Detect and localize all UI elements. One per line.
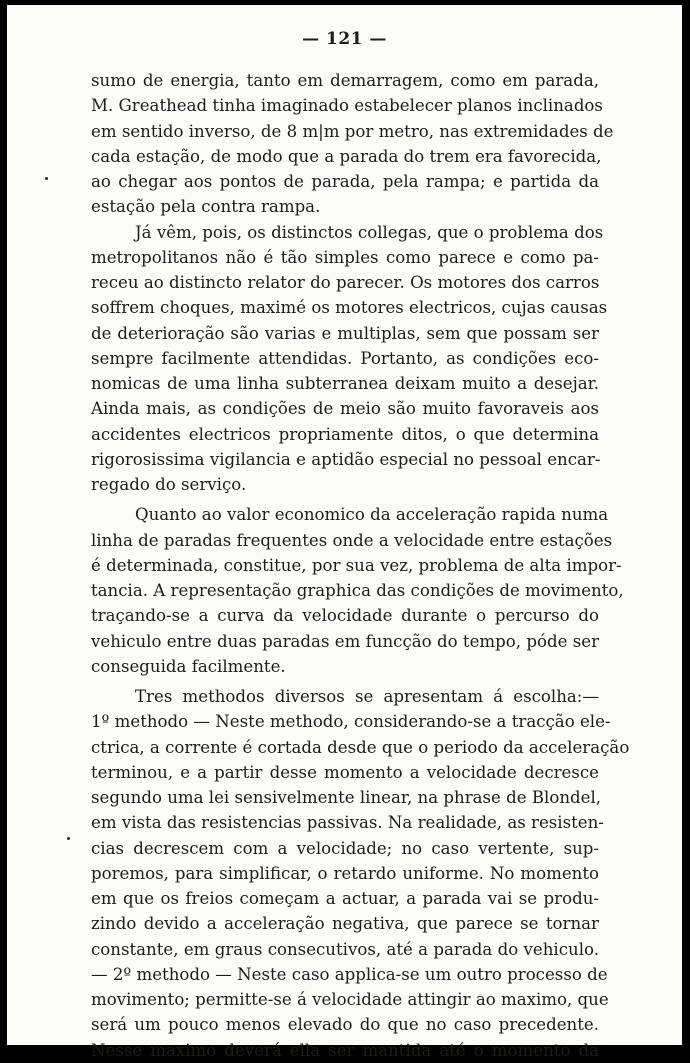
text-line: vehiculo entre duas paradas em funcção do tempo, póde ser [91, 631, 599, 651]
text-line: conseguida facilmente. [91, 656, 286, 676]
paragraph [91, 684, 630, 1063]
margin-mark [45, 177, 48, 180]
text-line: Ainda mais, as condições de meio são muito favoraveis aos [91, 399, 599, 419]
text-line: terminou, e a partir desse momento a velocidade decresce [91, 762, 599, 782]
text-line: rigorosissima vigilancia e aptidão especial no pessoal encar- [91, 449, 601, 469]
text-line: estação pela contra rampa. [91, 197, 321, 217]
text-line: Quanto ao valor economico da acceleração rapida numa [135, 505, 609, 525]
book-page [7, 5, 682, 1060]
body-text [91, 68, 630, 1063]
text-line: em sentido inverso, de 8 m|m por metro, nas extremidades de [91, 121, 614, 141]
text-line: ao chegar aos pontos de parada, pela rampa; e partida da [91, 172, 599, 191]
text-line: — 2º methodo — Neste caso applica-se um outro processo de [91, 964, 608, 984]
text-line: 1º methodo — Neste methodo, considerando-se a tracção ele- [91, 712, 611, 732]
page-number: — 121 — [302, 29, 387, 49]
text-line: será um pouco menos elevado do que no caso precedente. [91, 1015, 599, 1035]
text-line: de deterioração são varias e multiplas, sem que possam ser [91, 323, 599, 343]
text-line: cias decrescem com a velocidade; no caso vertente, sup- [91, 838, 599, 858]
text-line: cada estação, de modo que a parada do trem era favorecida, [91, 146, 602, 166]
text-line: poremos, para simplificar, o retardo uniforme. No momento [91, 863, 599, 883]
text-line: movimento; permitte-se á velocidade attingir ao maximo, que [91, 990, 609, 1009]
paragraph [91, 220, 608, 498]
text-line: Já vêm, pois, os distinctos collegas, que o problema dos [135, 222, 604, 242]
text-line: nomicas de uma linha subterranea deixam muito a desejar. [91, 374, 599, 393]
text-line: metropolitanos não é tão simples como parece e como pa- [91, 247, 599, 267]
text-line: sempre facilmente attendidas. Portanto, as condições eco- [91, 348, 599, 368]
margin-mark [67, 837, 70, 840]
text-line: em que os freios começam a actuar, a parada vai se produ- [91, 889, 599, 908]
paragraph [91, 502, 624, 679]
text-line: sumo de energia, tanto em demarragem, como em parada, [91, 71, 599, 90]
text-line: Nesse maximo deverá ella ser mantida até o momento da [91, 1040, 599, 1060]
text-line: linha de paradas frequentes onde a velocidade entre estações [91, 530, 613, 550]
text-line: em vista das resistencias passivas. Na realidade, as resisten- [91, 813, 604, 833]
text-line: é determinada, constitue, por sua vez, problema de alta impor- [91, 555, 622, 575]
text-line: traçando-se a curva da velocidade durante o percurso do [91, 606, 599, 626]
text-line: regado do serviço. [91, 475, 247, 494]
text-line: accidentes electricos propriamente ditos, o que determina [91, 424, 599, 444]
text-line: tancia. A representação graphica das condições de movimento, [91, 581, 624, 600]
text-line: zindo devido a acceleração negativa, que parece se tornar [91, 914, 599, 934]
text-line: M. Greathead tinha imaginado estabelecer planos inclinados [91, 96, 603, 116]
text-line: receu ao distincto relator do parecer. Os motores dos carros [91, 273, 600, 292]
text-line: constante, em graus consecutivos, até a parada do vehiculo. [91, 939, 599, 959]
text-line: ctrica, a corrente é cortada desde que o periodo da acceleração [91, 737, 630, 757]
text-line: segundo uma lei sensivelmente linear, na phrase de Blondel, [91, 788, 602, 807]
paragraph [91, 68, 614, 220]
text-line: Tres methodos diversos se apresentam á escolha:— [135, 687, 599, 706]
text-line: soffrem choques, maximé os motores electricos, cujas causas [91, 298, 608, 318]
